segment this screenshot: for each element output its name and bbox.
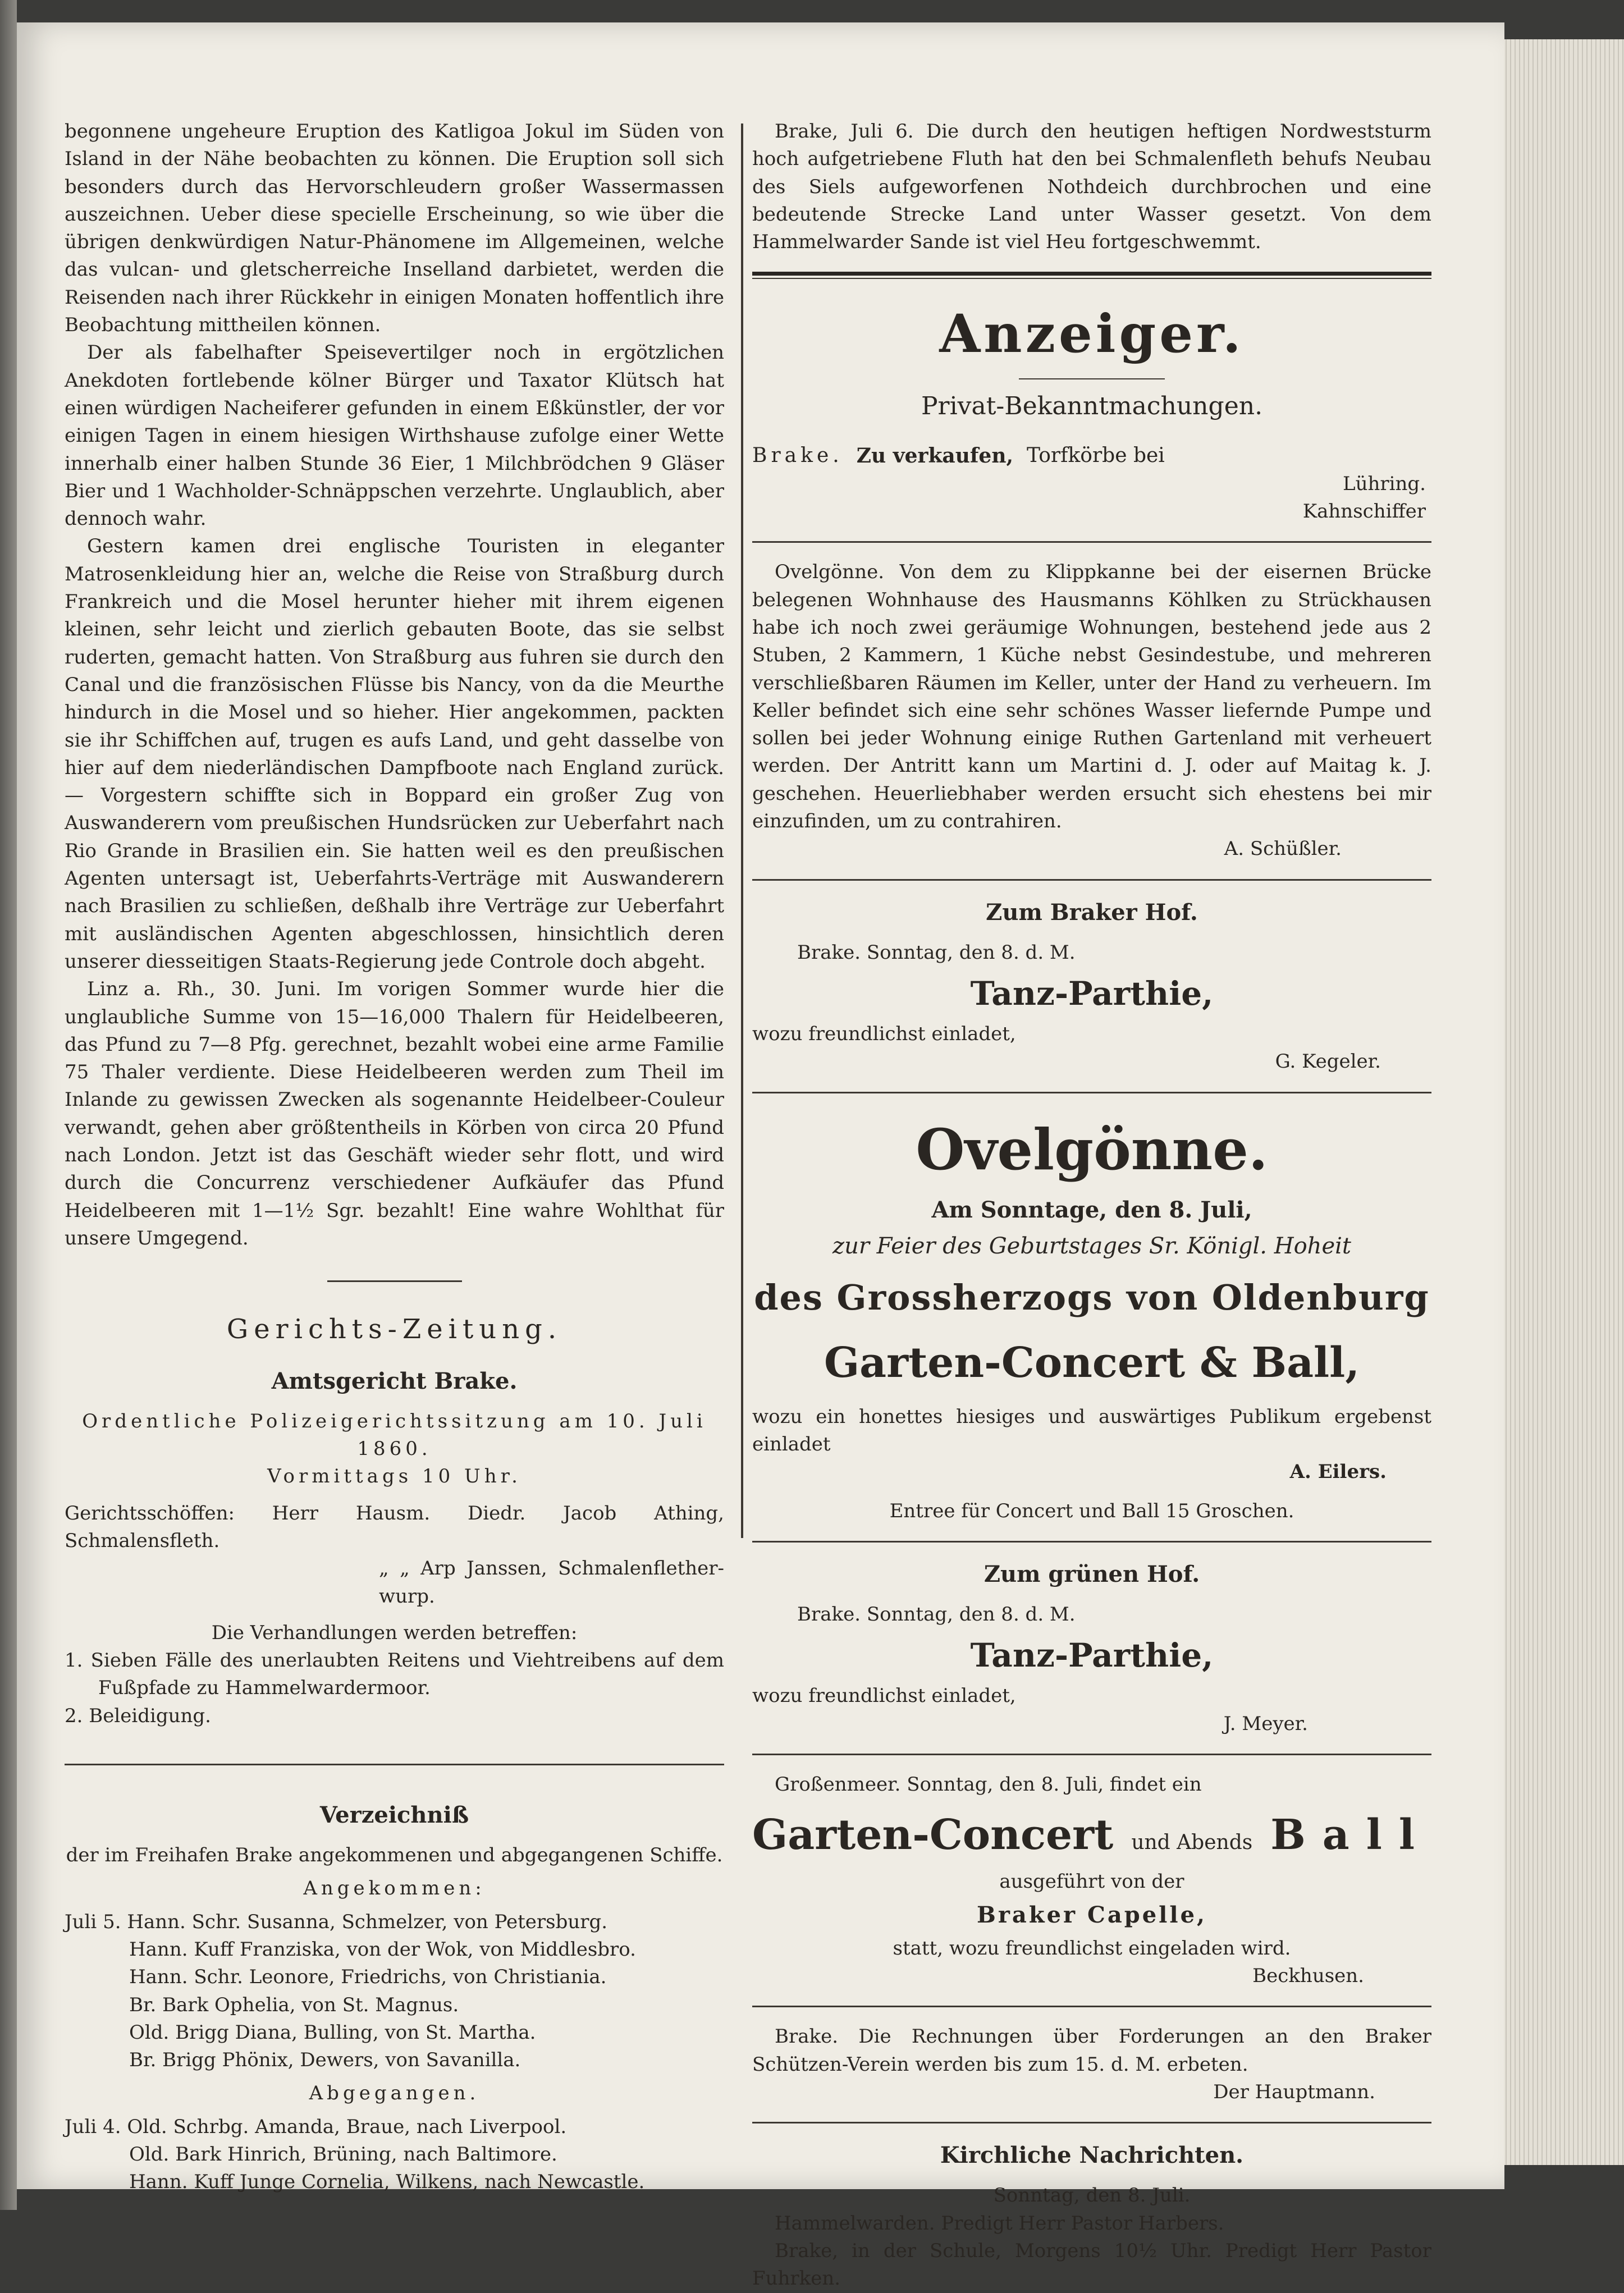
braker-hof-signature: G. Kegeler. [1275,1050,1381,1073]
article-linz: Linz a. Rh., 30. Juni. Im vorigen Sommer wurde hier die unglaubliche Summe von 15—16,000 Thalern für Heidelbeeren, das Pfund zu 7—8 Pfg. gerechnet, bezahlt wobei eine arme Familie 75 Thaler verdiente. Diese Heidelbeeren werden zum Theil im Inlande zu gewissen Zwecken als sogenannte Heidelbeer-Couleur verwandt, gehen aber größtentheils in Körben von circa 20 Pfund nach London. Jetzt ist das Geschäft wieder sehr flott, und wird durch die Concurrenz verschiedener Aufkäufer das Pfund Heidelbeeren mit 1—1½ Sgr. bezahlt! Eine wahre Wohlthat für unsere Umgegend. [65,978,724,1250]
schoeffen-line: Gerichtsschöffen: Herr Hausm. Diedr. Jacob Athing, Schmalensfleth. [65,1502,724,1552]
verzeichniss-subheading: der im Freihafen Brake angekommenen und abgegangenen Schiffe. [66,1844,723,1867]
gerichts-zeitung-heading: Gerichts-Zeitung. [226,1313,562,1345]
tanz-parthie-heading: Tanz-Parthie, [970,974,1214,1013]
article-tourists: Gestern kamen drei englische Touristen in eleganter Matrosenkleidung hier an, welche die Reise von Straßburg durch Frankreich und die Mosel herunter hieher mit ihrem eigenen kleinen, sehr leicht und zierlich gebauten Boote, das sie selbst ruderten, gemacht hatten. Von Straßburg aus fuhren sie durch den Canal und die französischen Flüsse bis Nancy, von da die Meurthe hindurch in die Mosel und so hieher. Hier angekommen, packten sie ihr Schiffchen auf, trugen es aufs Land, und geht dasselbe von hier auf dem niederländischen Dampfboote nach England zurück. — Vorgestern schiffte sich in Boppard ein großer Zug von Auswanderern vom preußischen Hundsrücken zur Ueberfahrt nach Rio Grande in Brasilien ein. Sie hatten weil es den preußischen Agenten untersagt ist, Ueberfahrts-Verträge mit Auswanderern nach Brasilien zu schließen, deßhalb ihre Verträge zur Ueberfahrt mit ausländischen Agenten abgeschlossen, hinsichtlich deren unserer diesseitigen Staats-Regierung jede Controle doch abgeht. [65,535,724,973]
privat-heading: Privat-Bekanntmachungen. [921,391,1263,420]
section-divider [327,1280,462,1282]
brake-flood-report: Brake, Juli 6. Die durch den heutigen heftigen Nordweststurm hoch aufgetriebene Fluth hat den bei Schmalenfleth behufs Neubau des Siels aufgeworfenen Nothdeich durchbrochen und eine bedeutende Strecke Land unter Wasser gesetzt. Von dem Hammelwarder Sande ist viel Heu fortgeschwemmt. [752,120,1431,254]
sonntag-line: Am Sonntage, den 8. Juli, [931,1196,1252,1223]
verkaufen-label: Zu verkaufen, [856,443,1014,468]
garten-concert-line [752,1805,1431,1865]
kirchliche-date: Sonntag, den 8. Juli. [993,2184,1191,2207]
book-edge-left [0,0,17,2210]
anzeiger-heading: Anzeiger. [939,303,1245,365]
feier-line: zur Feier des Geburtstages Sr. Königl. Hoheit [832,1233,1351,1259]
gruener-hof-signature: J. Meyer. [1223,1712,1308,1735]
statt-line: statt, wozu freundlichst eingeladen wird. [893,1937,1291,1960]
column-divider [741,123,743,1538]
ship-entry: Br. Bark Ophelia, von St. Magnus. [129,1993,459,2016]
section-divider [752,1754,1431,1755]
verkaufen-ad [752,441,1431,470]
ship-entry: Old. Brigg Diana, Bulling, von St. Martha. [129,2021,536,2044]
section-divider [65,1764,724,1765]
garten-invite: wozu ein honettes hiesiges und auswärtiges Publikum ergebenst einladet [752,1405,1431,1456]
ship-entry: Hann. Schr. Leonore, Friedrichs, von Christiania. [129,1966,607,1989]
ship-entry: Br. Brigg Phönix, Dewers, von Savanilla. [129,2049,521,2072]
grossherzog-line: des Grossherzogs von Oldenburg [754,1276,1430,1318]
ovelgoenne-heading: Ovelgönne. [916,1116,1268,1183]
left-column [65,118,724,2196]
sitzung-time: Vormittags 10 Uhr. [267,1465,521,1488]
und-abends-text: und Abends [1131,1831,1253,1855]
garten-concert-heading: Garten-Concert [752,1811,1114,1860]
braker-hof-invite: wozu freundlichst einladet, [752,1023,1016,1046]
capelle-heading: Braker Capelle, [977,1901,1207,1928]
right-column [752,118,1431,2293]
hammelwarden-line: Hammelwarden. Predigt Herr Pastor Harbers. [775,2212,1224,2235]
rechnungen-notice: Brake. Die Rechnungen über Forderungen an den Braker Schützen-Verein werden bis zum 15. d. M. erbeten. [752,2025,1431,2076]
section-divider [752,541,1431,543]
ovelgoenne-ad: Ovelgönne. Von dem zu Klippkanne bei der eisernen Brücke belegenen Wohnhause des Hausmanns Köhlken zu Strückhausen habe ich noch zwei geräumige Wohnungen, bestehend jede aus 2 Stuben, 2 Kammern, 1 Küche nebst Gesindestube, und mehreren verschließbaren Räumen im Keller, unter der Hand zu verheuern. Im Keller befindet sich eine sehr schönes Wasser liefernde Pumpe und sollen bei jeder Wohnung einige Ruthen Gartenland mit verheuert werden. Der Antritt kann um Martini d. J. oder auf Maitag k. J. geschehen. Heuerliebhaber werden ersucht sich ehestens bei mir einzufinden, um zu contrahiren. [752,561,1431,833]
ovelgoenne-signature: A. Schüßler. [1224,837,1342,861]
section-divider [752,1092,1431,1093]
verhandlung-item: 2. Beleidigung. [65,1704,211,1727]
verkaufen-occupation: Kahnschiffer [1302,500,1426,523]
ship-entry: Hann. Kuff Franziska, von der Wok, von Middlesbro. [129,1938,636,1961]
ausgefuehrt-line: ausgeführt von der [999,1870,1184,1893]
section-divider [752,1541,1431,1543]
angekommen-heading: Angekommen: [303,1877,486,1900]
schoeffen-line-2: „ „ Arp Janssen, Schmalenflether-wurp. [379,1557,724,1608]
gruener-hof-heading: Zum grünen Hof. [983,1560,1200,1587]
verkaufen-name: Lühring. [1343,472,1426,495]
ball-heading: Ball [1270,1811,1431,1860]
article-iceland: begonnene ungeheure Eruption des Katligoa Jokul im Süden von Island in der Nähe beobachten zu können. Die Eruption soll sich besonders durch das Hervorschleudern großer Wassermassen auszeichnen. Ueber diese specielle Erscheinung, so wie über die übrigen denkwürdigen Natur-Phänomene im Allgemeinen, welche das vulcan- und gletscherreiche Inselland darbietet, werden die Reisenden nach ihrer Rückkehr in einigen Monaten hoffentlich ihre Beobachtung mittheilen können. [65,120,724,337]
sitzung-line: Ordentliche Polizeigerichtssitzung am 10. Juli 1860. [82,1409,707,1461]
kirchliche-heading: Kirchliche Nachrichten. [940,2142,1244,2169]
grossenmeer-line: Großenmeer. Sonntag, den 8. Juli, findet ein [775,1773,1202,1796]
section-divider [752,2006,1431,2007]
book-page-stack [1493,39,1624,2165]
article-eater: Der als fabelhafter Speisevertilger noch in ergötzlichen Anekdoten fortlebende kölner Bürger und Taxator Klütsch hat einen würdigen Nacheiferer gefunden in einem Eßkünstler, der vor einigen Tagen in einem hiesigen Wirthshause zufolge einer Wette innerhalb einer halben Stunde 36 Eier, 1 Milchbrödchen 9 Gläser Bier und 1 Wachholder-Schnäppschen verzehrte. Unglaublich, aber dennoch wahr. [65,341,724,530]
verhandlung-item: 1. Sieben Fälle des unerlaubten Reitens und Viehtreibens auf dem Fußpfade zu Hammelwardermoor. [65,1649,724,1700]
ship-entry: Hann. Kuff Junge Cornelia, Wilkens, nach Newcastle. [129,2171,645,2194]
braker-hof-heading: Zum Braker Hof. [986,899,1198,926]
verkaufen-item: Torfkörbe bei [1027,443,1165,467]
newspaper-page [17,22,1504,2290]
verkaufen-place: Brake. [752,443,843,467]
gruener-hof-date: Brake. Sonntag, den 8. d. M. [797,1603,1076,1626]
entree-line: Entree für Concert und Ball 15 Groschen. [889,1499,1294,1522]
hauptmann-signature: Der Hauptmann. [1213,2081,1375,2104]
tanz-parthie-heading: Tanz-Parthie, [970,1636,1214,1675]
section-divider [752,879,1431,881]
section-divider [752,2122,1431,2123]
gruener-hof-invite: wozu freundlichst einladet, [752,1685,1016,1708]
ship-entry: Old. Bark Hinrich, Brüning, nach Baltimore. [129,2143,557,2166]
verzeichniss-heading: Verzeichniß [319,1802,469,1829]
braker-hof-date: Brake. Sonntag, den 8. d. M. [797,941,1076,964]
verhandlungen-intro: Die Verhandlungen werden betreffen: [211,1621,578,1644]
ship-entry: Juli 4. Old. Schrbg. Amanda, Braue, nach Liverpool. [65,2115,567,2138]
amtsgericht-heading: Amtsgericht Brake. [271,1367,518,1394]
abgegangen-heading: Abgegangen. [309,2082,480,2105]
section-divider [752,278,1431,279]
section-divider-thick [752,272,1431,276]
garten-concert-ball-heading: Garten-Concert & Ball, [824,1338,1360,1387]
brake-schule-line: Brake, in der Schule, Morgens 10½ Uhr. Predigt Herr Pastor Fuhrken. [752,2239,1431,2290]
beckhusen-signature: Beckhusen. [1252,1965,1364,1988]
heading-rule [1019,378,1165,379]
garten-signature: A. Eilers. [1289,1461,1387,1484]
ship-entry: Juli 5. Hann. Schr. Susanna, Schmelzer, von Petersburg. [65,1910,608,1933]
